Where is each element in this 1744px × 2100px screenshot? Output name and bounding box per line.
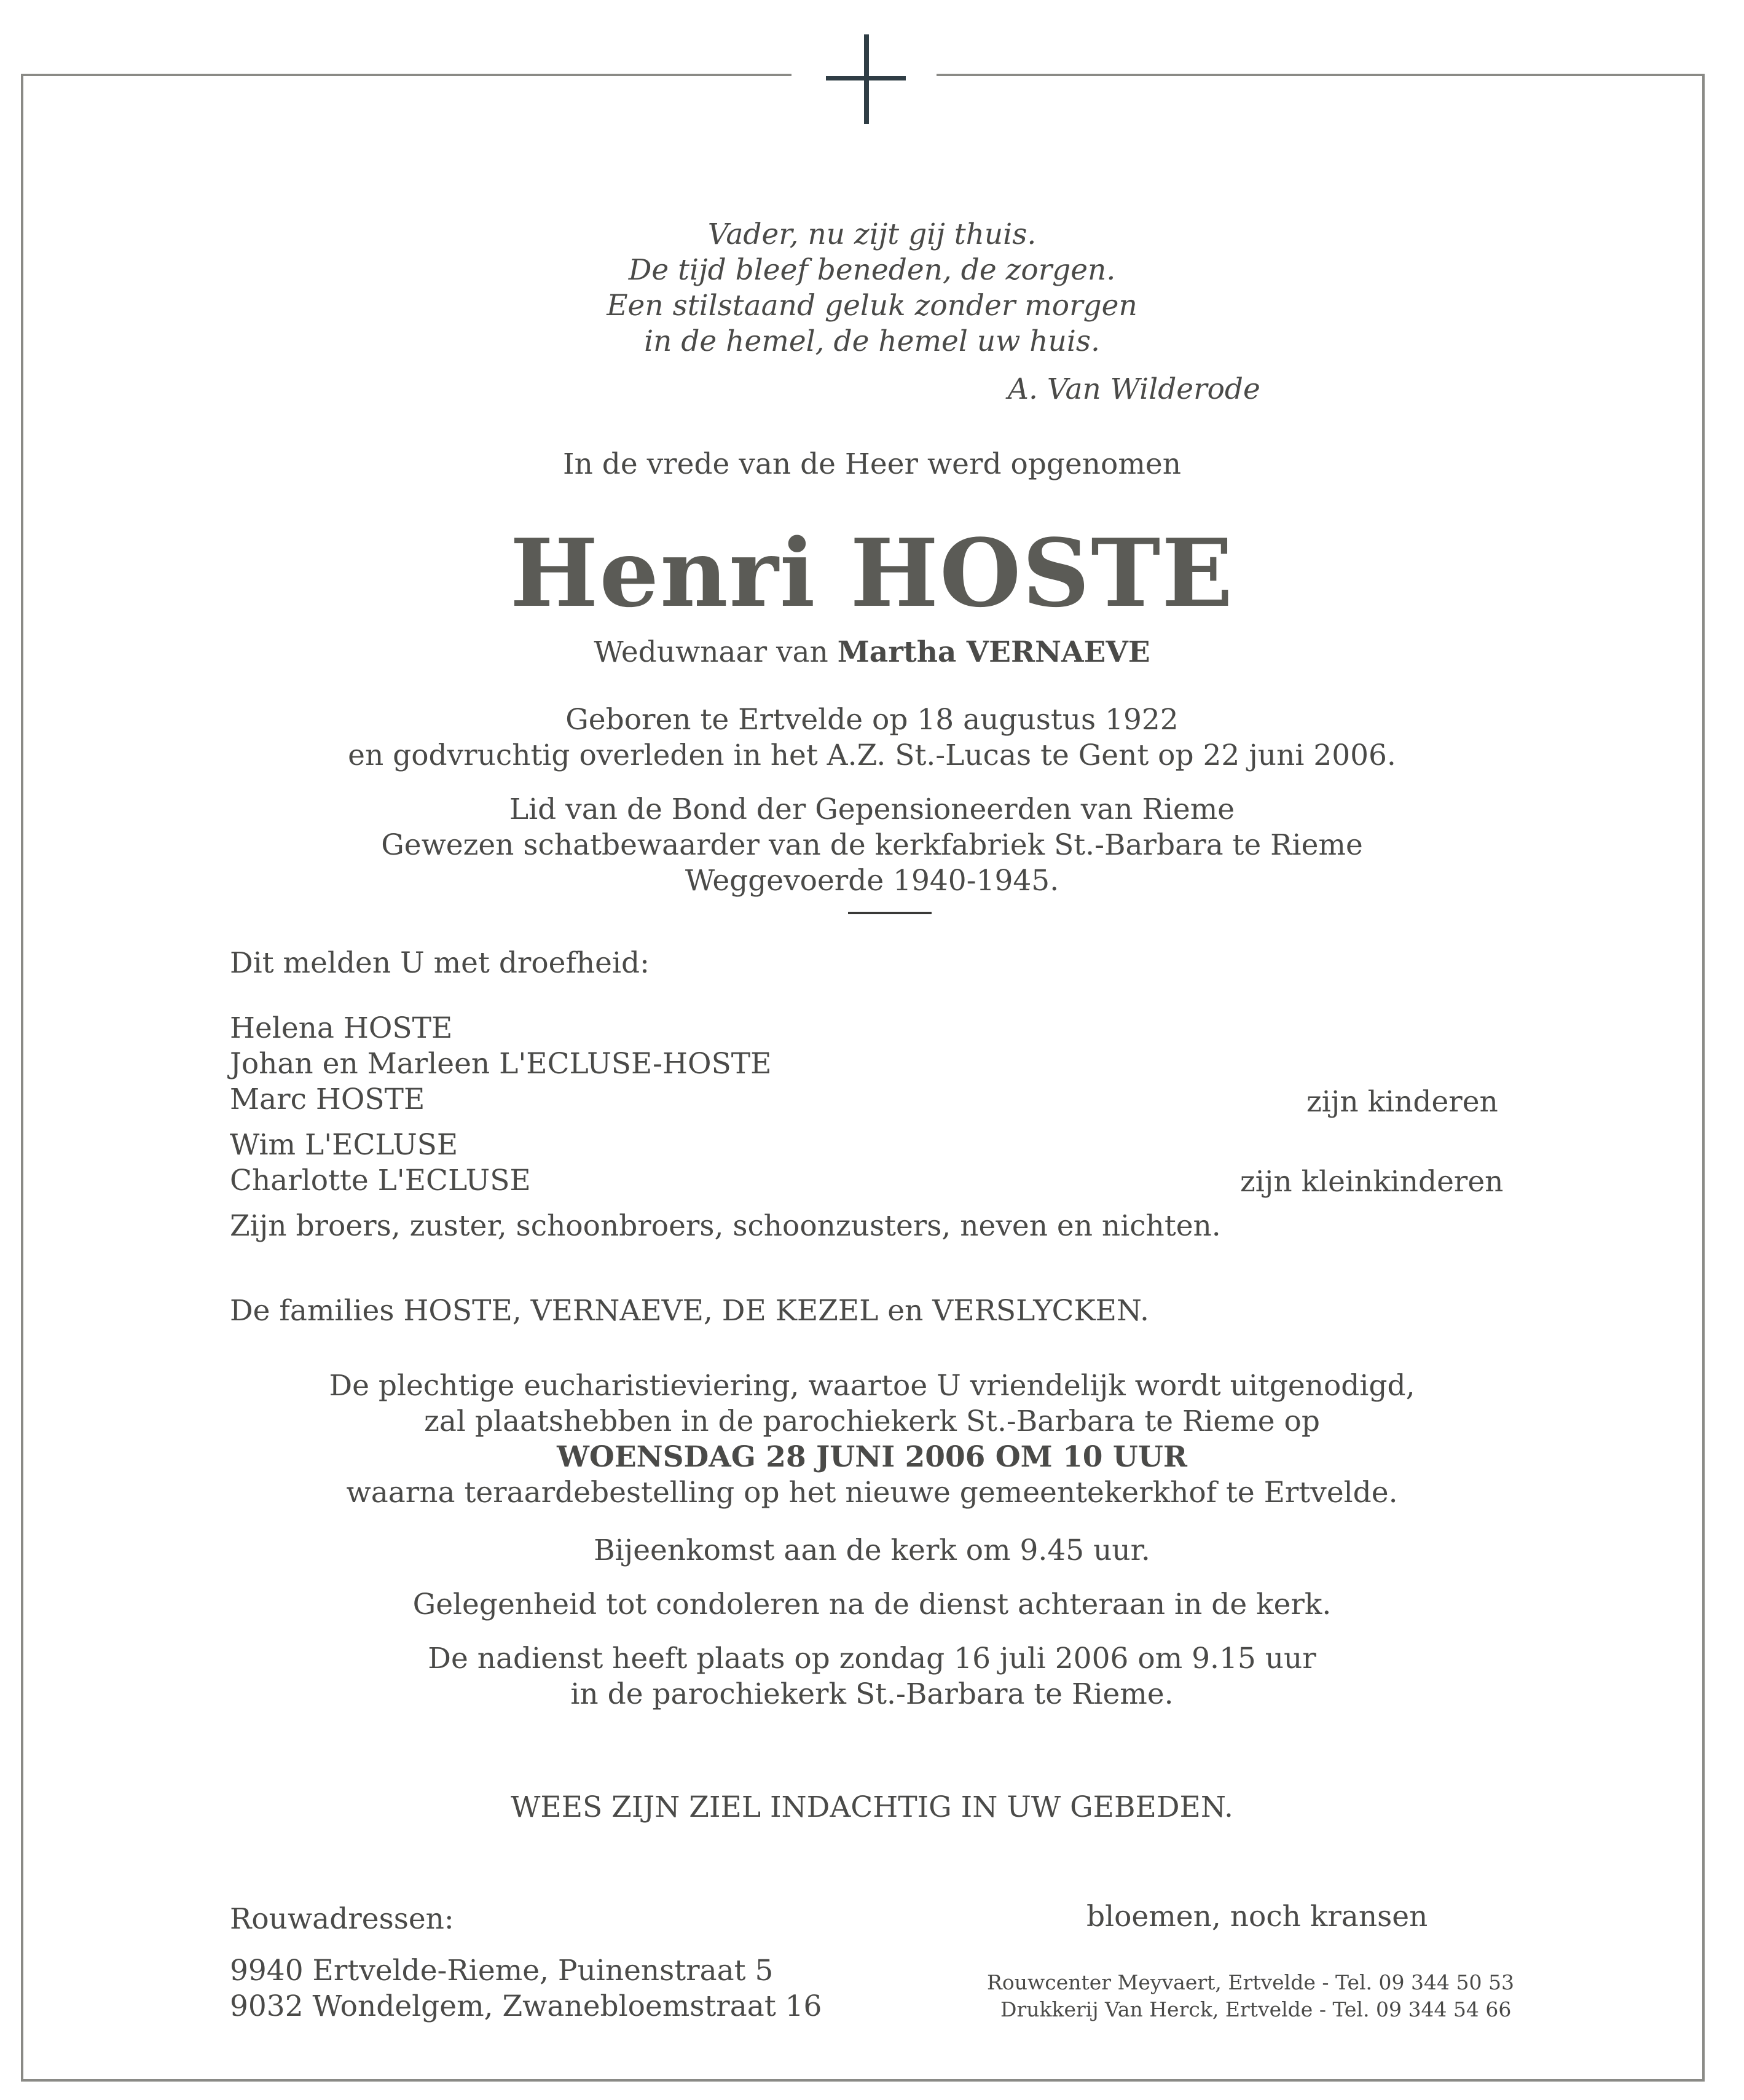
service-line: waarna teraardebestelling op het nieuwe gemeentekerkhof te Ertvelde. bbox=[346, 1476, 1398, 1510]
frame-border-right bbox=[1702, 74, 1705, 2082]
birth-line: Geboren te Ertvelde op 18 augustus 1922 bbox=[565, 703, 1179, 737]
membership-line: Gewezen schatbewaarder van de kerkfabriek St.-Barbara te Rieme bbox=[381, 828, 1363, 862]
child-name: Helena HOSTE bbox=[230, 1011, 453, 1045]
after-service-line: De nadienst heeft plaats op zondag 16 juli 2006 om 9.15 uur bbox=[428, 1642, 1316, 1675]
frame-border-left bbox=[21, 74, 23, 2082]
frame-border-bottom bbox=[21, 2079, 1705, 2082]
poem-author: A. Van Wilderode bbox=[1008, 372, 1260, 406]
service-date: WOENSDAG 28 JUNI 2006 OM 10 UUR bbox=[557, 1440, 1187, 1474]
addresses-label: Rouwadressen: bbox=[230, 1902, 454, 1936]
condolences-text: Gelegenheid tot condoleren na de dienst achteraan in de kerk. bbox=[412, 1588, 1332, 1621]
service-line: De plechtige eucharistieviering, waartoe U vriendelijk wordt uitgenodigd, bbox=[329, 1369, 1415, 1403]
credit-line: Drukkerij Van Herck, Ertvelde - Tel. 09 344 54 66 bbox=[1000, 1997, 1512, 2021]
widower-prefix: Weduwnaar van bbox=[594, 635, 828, 669]
membership-line: Lid van de Bond der Gepensioneerden van Rieme bbox=[509, 793, 1235, 826]
frame-border-top-left bbox=[21, 74, 791, 76]
poem-line: Vader, nu zijt gij thuis. bbox=[707, 217, 1037, 251]
frame-border-top-right bbox=[937, 74, 1705, 76]
service-line: zal plaatshebben in de parochiekerk St.-Barbara te Rieme op bbox=[424, 1405, 1320, 1438]
credit-line: Rouwcenter Meyvaert, Ertvelde - Tel. 09 344 50 53 bbox=[987, 1970, 1514, 1994]
poem-line: in de hemel, de hemel uw huis. bbox=[644, 324, 1100, 358]
membership-line: Weggevoerde 1940-1945. bbox=[685, 864, 1059, 898]
after-service-line: in de parochiekerk St.-Barbara te Rieme. bbox=[570, 1677, 1174, 1711]
families-text: De families HOSTE, VERNAEVE, DE KEZEL en VERSLYCKEN. bbox=[230, 1294, 1149, 1328]
deceased-name: Henri HOSTE bbox=[509, 518, 1235, 628]
intro-text: In de vrede van de Heer werd opgenomen bbox=[563, 447, 1181, 481]
address-line: 9032 Wondelgem, Zwanebloemstraat 16 bbox=[230, 1989, 822, 2023]
death-line: en godvruchtig overleden in het A.Z. St.-Lucas te Gent op 22 juni 2006. bbox=[348, 739, 1396, 772]
separator-rule bbox=[848, 912, 932, 914]
prayer-text: WEES ZIJN ZIEL INDACHTIG IN UW GEBEDEN. bbox=[511, 1790, 1233, 1824]
child-name: Johan en Marleen L'ECLUSE-HOSTE bbox=[230, 1047, 772, 1081]
relatives-text: Zijn broers, zuster, schoonbroers, schoonzusters, neven en nichten. bbox=[230, 1209, 1221, 1243]
poem-line: Een stilstaand geluk zonder morgen bbox=[607, 289, 1137, 323]
gathering-text: Bijeenkomst aan de kerk om 9.45 uur. bbox=[594, 1534, 1150, 1567]
flowers-note: bloemen, noch kransen bbox=[1086, 1900, 1428, 1933]
child-name: Marc HOSTE bbox=[230, 1083, 425, 1116]
grandchildren-label: zijn kleinkinderen bbox=[1240, 1165, 1504, 1199]
address-line: 9940 Ertvelde-Rieme, Puinenstraat 5 bbox=[230, 1954, 774, 1988]
spouse-name: Martha VERNAEVE bbox=[837, 635, 1150, 669]
children-label: zijn kinderen bbox=[1306, 1085, 1498, 1119]
widower-line bbox=[0, 634, 1744, 671]
poem-line: De tijd bleef beneden, de zorgen. bbox=[628, 253, 1116, 287]
grandchild-name: Charlotte L'ECLUSE bbox=[230, 1164, 531, 1197]
grandchild-name: Wim L'ECLUSE bbox=[230, 1128, 458, 1162]
announcement-text: Dit melden U met droefheid: bbox=[230, 946, 650, 980]
